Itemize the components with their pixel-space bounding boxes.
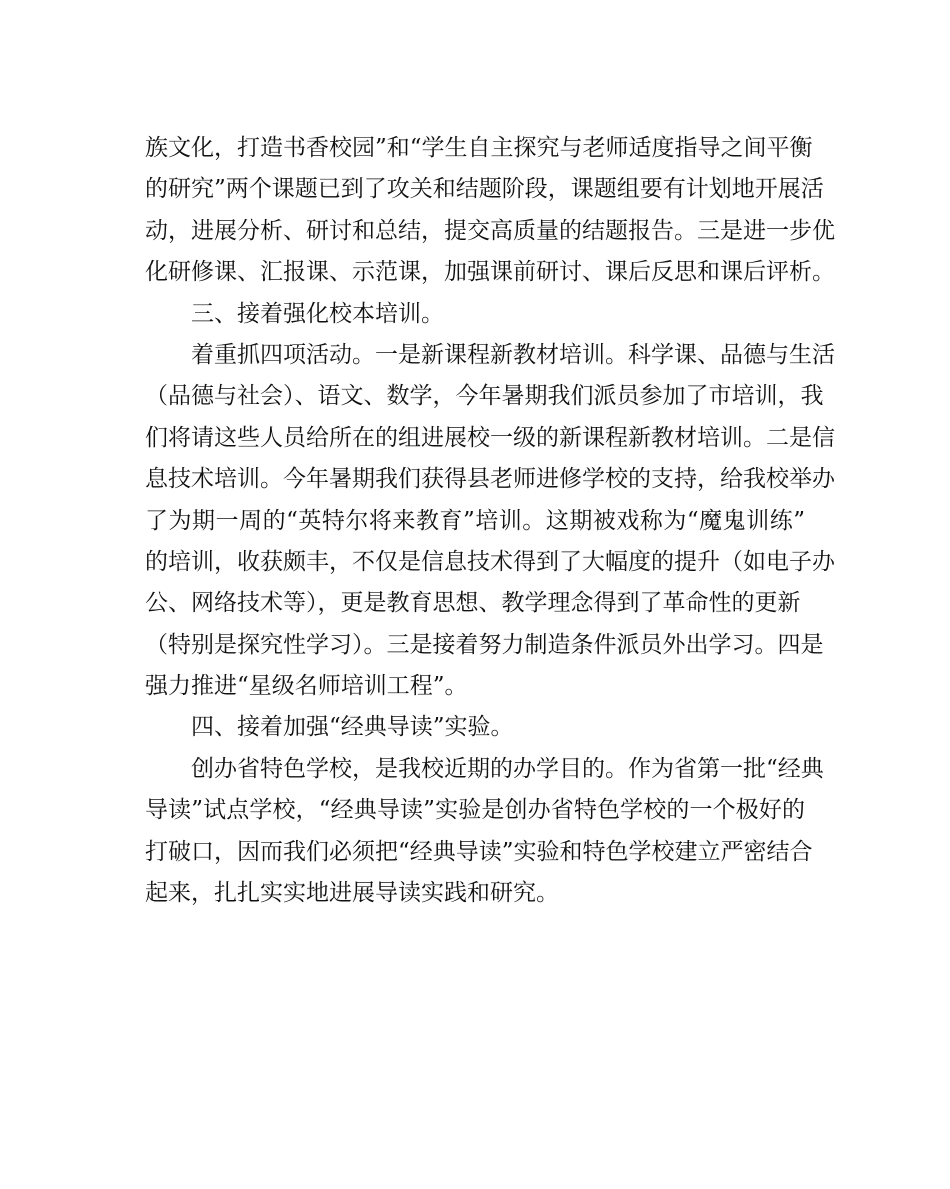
text-line: 起来，扎扎实实地进展导读实践和研究。 [145, 880, 559, 907]
text-line: 息技术培训。今年暑期我们获得县老师进修学校的支持，给我校举办 [145, 466, 835, 493]
text-line: 创办省特色学校，是我校近期的办学目的。作为省第一批“经典 [191, 755, 824, 782]
text-line: （特别是探究性学习）。三是接着努力制造条件派员外出学习。四是 [145, 631, 824, 658]
text-line: 导读”试点学校，“经典导读”实验是创办省特色学校的一个极好的 [145, 797, 805, 824]
text-line: （品德与社会）、语文、数学，今年暑期我们派员参加了市培训，我 [145, 383, 824, 410]
text-line: 打破口，因而我们必须把“经典导读”实验和特色学校建立严密结合 [145, 838, 813, 865]
section-heading: 三、接着强化校本培训。 [191, 300, 444, 327]
text-line: 着重抓四项活动。一是新课程新教材培训。科学课、品德与生活 [191, 341, 835, 368]
document-body [145, 128, 835, 914]
text-line: 了为期一周的“英特尔将来教育”培训。这期被戏称为“魔鬼训练” [145, 507, 805, 534]
text-line: 动，进展分析、研讨和总结，提交高质量的结题报告。三是进一步优 [145, 217, 835, 244]
text-line: 公、网络技术等），更是教育思想、教学理念得到了革命性的更新 [145, 590, 801, 617]
text-line: 们将请这些人员给所在的组进展校一级的新课程新教材培训。二是信 [145, 424, 835, 451]
text-line: 化研修课、汇报课、示范课，加强课前研讨、课后反思和课后评析。 [145, 259, 835, 286]
text-line: 的培训，收获颇丰，不仅是信息技术得到了大幅度的提升（如电子办 [145, 548, 835, 575]
text-line: 的研究”两个课题已到了攻关和结题阶段，课题组要有计划地开展活 [145, 176, 824, 203]
text-line: 强力推进“星级名师培训工程”。 [145, 673, 468, 700]
section-heading: 四、接着加强“经典导读”实验。 [191, 714, 514, 741]
text-line: 族文化，打造书香校园”和“学生自主探究与老师适度指导之间平衡 [145, 135, 813, 161]
